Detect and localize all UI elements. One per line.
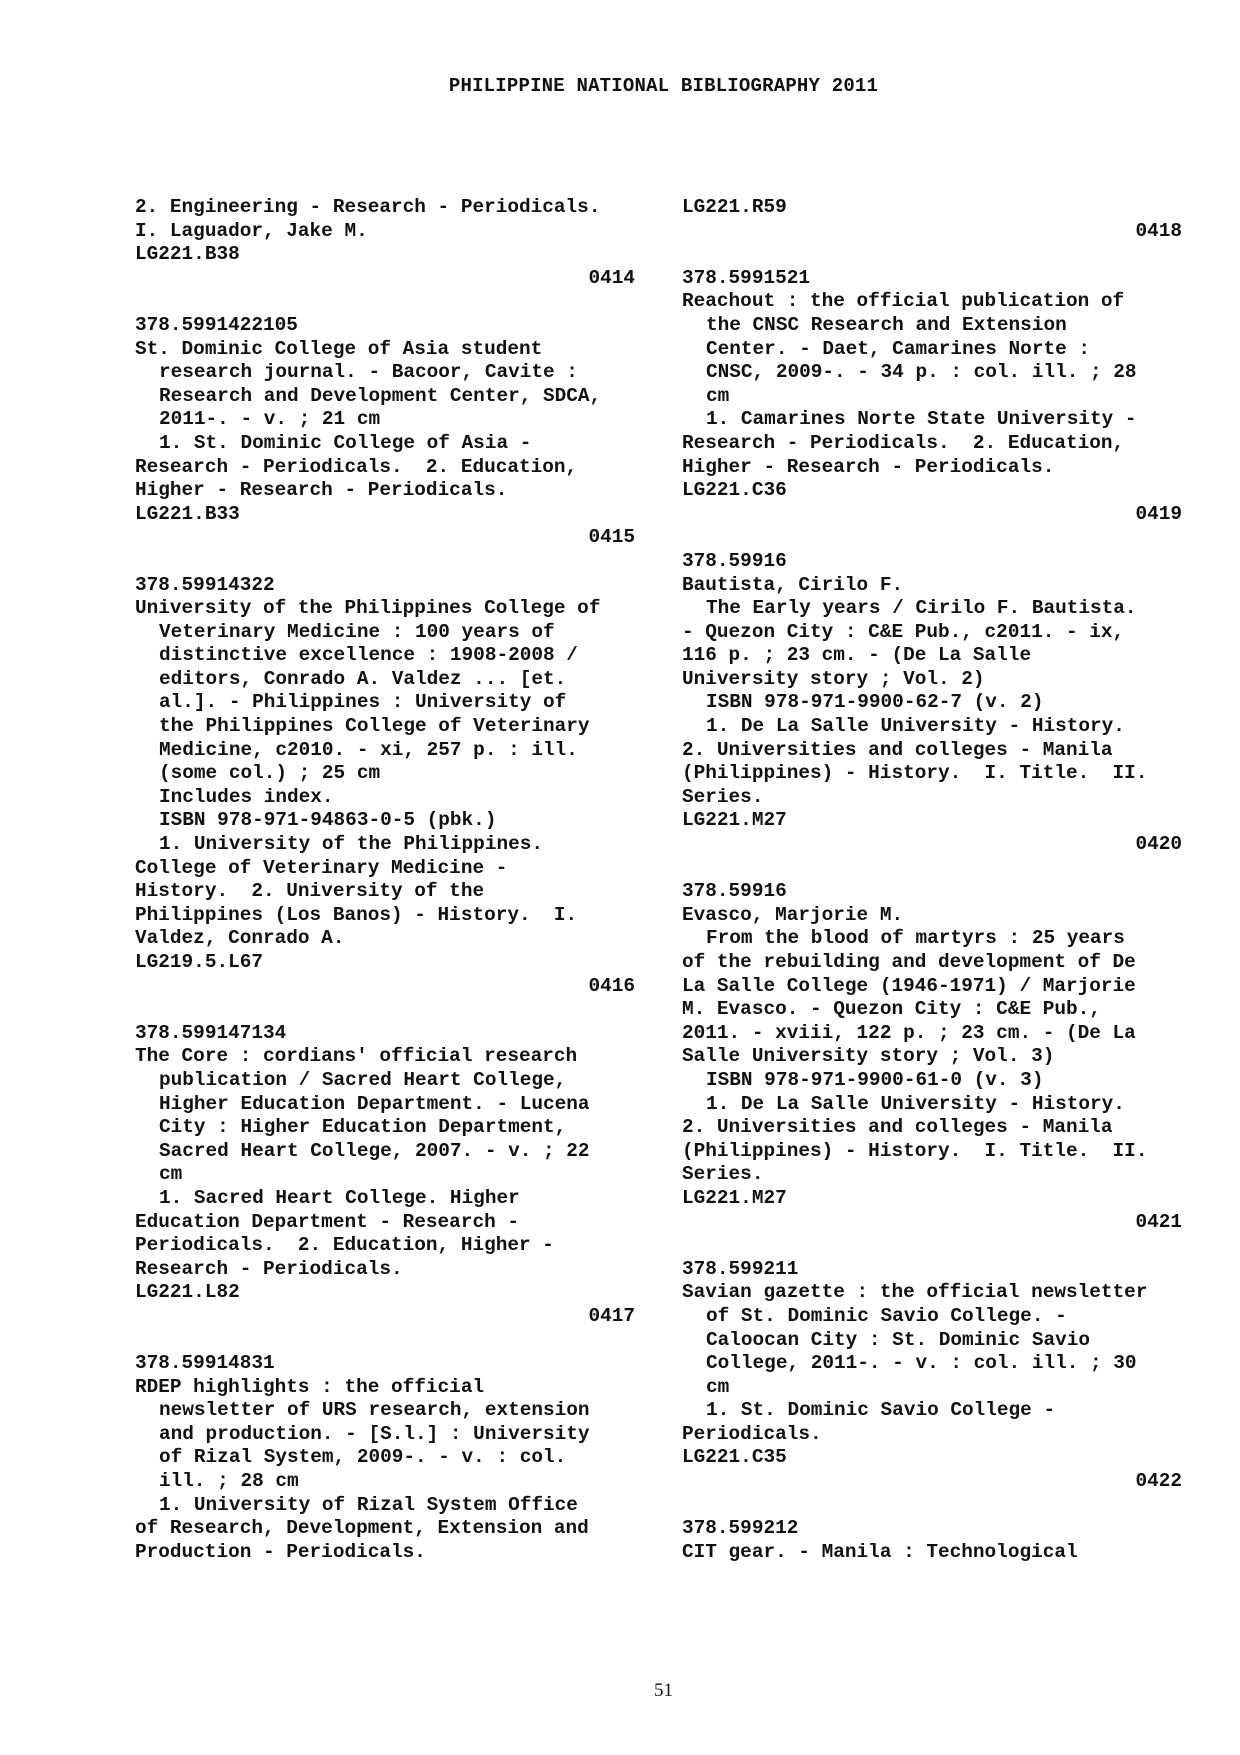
entry-line: Salle University story ; Vol. 3) [682,1045,1055,1068]
entry-line: 2. Universities and colleges - Manila [682,738,1113,761]
entry-line: Higher Education Department. - Lucena [159,1092,590,1115]
entry-line: LG221.C35 [682,1446,787,1469]
entry-line: ill. ; 28 cm [159,1470,299,1493]
entry-line: 116 p. ; 23 cm. - (De La Salle [682,644,1032,667]
entry-line: Education Department - Research - [135,1210,519,1233]
entry-number: 0420 [1135,833,1182,856]
entry-line: 378.599212 [682,1517,799,1540]
entry-line: The Core : cordians' official research [135,1045,578,1068]
entry-line: 1. St. Dominic College of Asia - [159,431,532,454]
entry-line: al.]. - Philippines : University of [159,691,567,714]
entry-line: - Quezon City : C&E Pub., c2011. - ix, [682,620,1125,643]
entry-line: and production. - [S.l.] : University [159,1422,590,1445]
entry-line: of St. Dominic Savio College. - [706,1304,1067,1327]
entry-line: Veterinary Medicine : 100 years of [159,620,555,643]
entry-line: Reachout : the official publication of [682,290,1125,313]
entry-number: 0419 [1135,502,1182,525]
left-column [135,196,635,1564]
entry-line: 2. Universities and colleges - Manila [682,1116,1113,1139]
entry-line: cm [706,1375,730,1398]
entry-line: College, 2011-. - v. : col. ill. ; 30 [706,1352,1137,1375]
entry-line: (Philippines) - History. I. Title. II. [682,762,1148,785]
entry-line: 378.599211 [682,1257,799,1280]
entry-line: Research - Periodicals. 2. Education, [682,431,1125,454]
entry-line: cm [159,1163,183,1186]
entry-line: From the blood of martyrs : 25 years [706,927,1125,950]
entry-line: Savian gazette : the official newsletter [682,1281,1148,1304]
entry-line: Periodicals. [682,1422,822,1445]
entry-line: College of Veterinary Medicine - [135,856,508,879]
entry-line: Higher - Research - Periodicals. [135,479,508,502]
entry-line: 1. University of Rizal System Office [159,1493,578,1516]
entry-number: 0417 [588,1304,635,1327]
entry-line: ISBN 978-971-94863-0-5 (pbk.) [159,809,497,832]
entry-line: the Philippines College of Veterinary [159,715,590,738]
entry-line: of the rebuilding and development of De [682,951,1136,973]
entry-line: Series. [682,1163,764,1186]
entry-number: 0418 [1135,219,1182,242]
entry-line: 378.5991422105 [135,313,298,336]
entry-number: 0421 [1135,1210,1182,1233]
entry-line: I. Laguador, Jake M. [135,219,368,242]
entry-line: The Early years / Cirilo F. Bautista. [706,597,1137,620]
entry-line: RDEP highlights : the official [135,1375,485,1398]
entry-line: LG221.B38 [135,243,240,266]
entry-line: LG221.B33 [135,502,240,525]
entry-line [682,526,1182,550]
entry-line: La Salle College (1946-1971) / Marjorie [682,974,1136,997]
entry-line: 378.5991521 [682,266,810,289]
entry-number: 0414 [588,266,635,289]
entry-line: 2011. - xviii, 122 p. ; 23 cm. - (De La [682,1021,1136,1044]
entry-line: Evasco, Marjorie M. [682,903,904,926]
entry-line: cm [706,384,730,407]
entry-line: ISBN 978-971-9900-61-0 (v. 3) [706,1068,1044,1091]
entry-line: Includes index. [159,785,334,808]
entry-line: research journal. - Bacoor, Cavite : [159,361,578,384]
entry-line: 1. St. Dominic Savio College - [706,1399,1056,1422]
entry-line: Philippines (Los Banos) - History. I. [135,903,578,926]
entry-line: 1. Sacred Heart College. Higher [159,1186,520,1209]
entry-line [135,1329,635,1353]
page-header: PHILIPPINE NATIONAL BIBLIOGRAPHY 2011 [448,75,879,97]
entry-line [135,290,635,314]
entry-line: University story ; Vol. 2) [682,667,985,690]
right-column [682,196,1182,1564]
entry-line: LG221.C36 [682,479,787,502]
entry-line: History. 2. University of the [135,880,485,903]
entry-number: 0416 [588,974,635,997]
entry-line: Production - Periodicals. [135,1540,426,1563]
entry-line: Caloocan City : St. Dominic Savio [706,1328,1090,1351]
entry-line: Research - Periodicals. [135,1257,403,1280]
entry-line: 2. Engineering - Research - Periodicals. [135,196,601,218]
entry-line: of Research, Development, Extension and [135,1517,589,1540]
entry-line: 1. University of the Philippines. [159,833,543,856]
entry-line: LG221.R59 [682,196,787,218]
entry-line: 378.59916 [682,880,787,903]
entry-line: Series. [682,785,764,808]
entry-line: distinctive excellence : 1908-2008 / [159,644,578,667]
entry-line: Sacred Heart College, 2007. - v. ; 22 [159,1139,590,1162]
entry-line: LG221.L82 [135,1281,240,1304]
entry-line: (some col.) ; 25 cm [159,762,381,785]
entry-line: Bautista, Cirilo F. [682,573,904,596]
entry-number: 0415 [588,526,635,549]
entry-line: 2011-. - v. ; 21 cm [159,408,381,431]
page-number: 51 [654,1680,673,1701]
entry-line: Higher - Research - Periodicals. [682,455,1055,478]
entry-line: LG221.M27 [682,809,787,832]
entry-line: the CNSC Research and Extension [706,313,1067,336]
entry-line: 378.599147134 [135,1021,287,1044]
entry-line: 1. Camarines Norte State University - [706,408,1137,431]
entry-line: of Rizal System, 2009-. - v. : col. [159,1446,567,1469]
entry-line [682,1494,1182,1518]
entry-line: University of the Philippines College of [135,597,601,620]
entry-line: newsletter of URS research, extension [159,1399,590,1422]
entry-line: Center. - Daet, Camarines Norte : [706,337,1090,360]
entry-line: St. Dominic College of Asia student [135,337,543,360]
entry-line: 378.59914831 [135,1352,275,1375]
entry-line: 378.59916 [682,549,787,572]
entry-line: ISBN 978-971-9900-62-7 (v. 2) [706,691,1044,714]
entry-line: Periodicals. 2. Education, Higher - [135,1234,554,1257]
entry-line [135,550,635,574]
entry-line [682,243,1182,267]
entry-line: 1. De La Salle University - History. [706,1092,1125,1115]
entry-line: CIT gear. - Manila : Technological [682,1540,1078,1563]
entry-line: Medicine, c2010. - xi, 257 p. : ill. [159,738,578,761]
entry-line: City : Higher Education Department, [159,1116,567,1139]
entry-line: Valdez, Conrado A. [135,927,345,950]
entry-line: Research - Periodicals. 2. Education, [135,455,578,478]
entry-line: LG221.M27 [682,1186,787,1209]
entry-line: CNSC, 2009-. - 34 p. : col. ill. ; 28 [706,361,1137,384]
entry-line: publication / Sacred Heart College, [159,1068,567,1091]
entry-line: Research and Development Center, SDCA, [159,384,602,407]
entry-line: M. Evasco. - Quezon City : C&E Pub., [682,998,1101,1021]
entry-line: 1. De La Salle University - History. [706,715,1125,738]
entry-line: (Philippines) - History. I. Title. II. [682,1139,1148,1162]
entry-number: 0422 [1135,1470,1182,1493]
entry-line [682,857,1182,881]
entry-line: LG219.5.L67 [135,951,263,973]
entry-line [135,998,635,1022]
entry-line [682,1234,1182,1258]
entry-line: editors, Conrado A. Valdez ... [et. [159,667,567,690]
entry-line: 378.59914322 [135,573,275,596]
